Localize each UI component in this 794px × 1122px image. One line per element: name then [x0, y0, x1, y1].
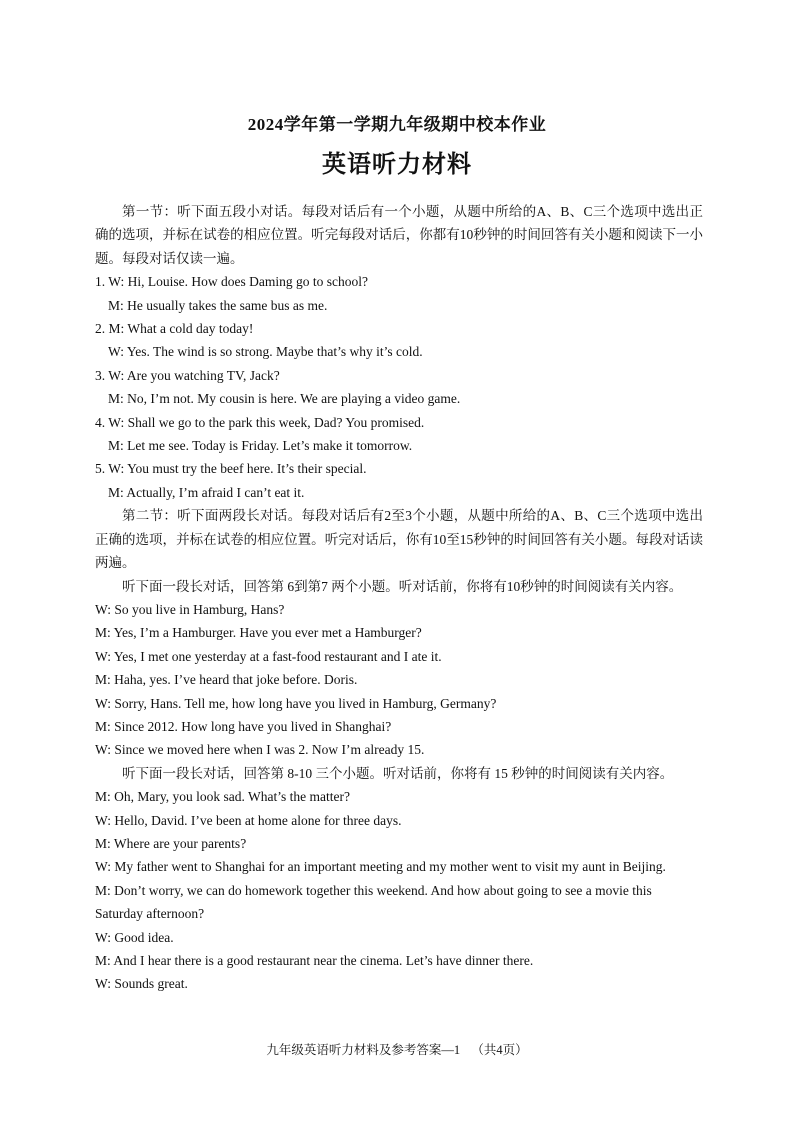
- dialogue-4-answer: M: Let me see. Today is Friday. Let’s make it tomorrow.: [108, 438, 413, 454]
- dialogue-line: W: Sorry, Hans. Tell me, how long have you lived in Hamburg, Germany?: [95, 695, 497, 711]
- dialogue-5-answer: M: Actually, I’m afraid I can’t eat it.: [108, 484, 305, 500]
- dialogue-1-answer: M: He usually takes the same bus as me.: [108, 297, 328, 313]
- dialogue-line: W: Yes, I met one yesterday at a fast-food restaurant and I ate it.: [95, 648, 442, 664]
- document-subtitle: 英语听力材料: [322, 152, 472, 178]
- document-body: [95, 200, 703, 996]
- dialogue-3-question: 3. W: Are you watching TV, Jack?: [95, 367, 280, 383]
- dialogue-line: M: Oh, Mary, you look sad. What’s the matter?: [95, 789, 350, 805]
- section1-instruction: 第一节：听下面五段小对话。每段对话后有一个小题，从题中所给的A、B、C三个选项中选出正确的选项，并标在试卷的相应位置。听完每段对话后，你都有10秒钟的时间回答有关小题和阅读下一小题。每段对话仅读一遍。: [95, 204, 703, 266]
- section2-instruction: 第二节：听下面两段长对话。每段对话后有2至3个小题，从题中所给的A、B、C三个选项中选出正确的选项，并标在试卷的相应位置。听完对话后，你有10至15秒钟的时间回答有关小题。每段对话读两遍。: [95, 508, 703, 571]
- footer-page-count: （共4页）: [471, 1043, 528, 1057]
- long-dialogue-2-intro: 听下面一段长对话，回答第 8-10 三个小题。听对话前，你将有 15 秒钟的时间阅读有关内容。: [122, 765, 674, 781]
- dialogue-5-question: 5. W: You must try the beef here. It’s their special.: [95, 461, 367, 477]
- dialogue-line: M: Haha, yes. I’ve heard that joke before. Doris.: [95, 672, 358, 688]
- dialogue-2-question: 2. M: What a cold day today!: [95, 321, 254, 337]
- dialogue-line: M: Don’t worry, we can do homework together this weekend. And how about going to see a movie this Saturday afternoon?: [95, 882, 652, 922]
- document-title: 2024学年第一学期九年级期中校本作业: [247, 115, 547, 134]
- dialogue-line: W: Hello, David. I’ve been at home alone for three days.: [95, 812, 402, 828]
- dialogue-line: M: Where are your parents?: [95, 835, 247, 851]
- dialogue-line: W: Sounds great.: [95, 976, 188, 992]
- dialogue-line: M: Yes, I’m a Hamburger. Have you ever met a Hamburger?: [95, 625, 422, 641]
- dialogue-3-answer: M: No, I’m not. My cousin is here. We are playing a video game.: [108, 391, 461, 407]
- dialogue-line: W: So you live in Hamburg, Hans?: [95, 601, 285, 617]
- dialogue-4-question: 4. W: Shall we go to the park this week, Dad? You promised.: [95, 414, 425, 430]
- dialogue-1-question: 1. W: Hi, Louise. How does Daming go to school?: [95, 274, 368, 290]
- dialogue-line: M: Since 2012. How long have you lived in Shanghai?: [95, 718, 392, 734]
- dialogue-line: W: Since we moved here when I was 2. Now I’m already 15.: [95, 742, 425, 758]
- page-footer: [0, 1040, 794, 1058]
- dialogue-line: M: And I hear there is a good restaurant near the cinema. Let’s have dinner there.: [95, 953, 534, 968]
- footer-label: 九年级英语听力材料及参考答案—1: [266, 1043, 461, 1057]
- dialogue-line: W: My father went to Shanghai for an important meeting and my mother went to visit my aunt in Beijing.: [95, 859, 666, 875]
- long-dialogue-1-intro: 听下面一段长对话，回答第 6到第7 两个小题。听对话前，你将有10秒钟的时间阅读有关内容。: [122, 578, 683, 594]
- dialogue-line: W: Good idea.: [95, 929, 174, 945]
- dialogue-2-answer: W: Yes. The wind is so strong. Maybe that’s why it’s cold.: [108, 344, 423, 360]
